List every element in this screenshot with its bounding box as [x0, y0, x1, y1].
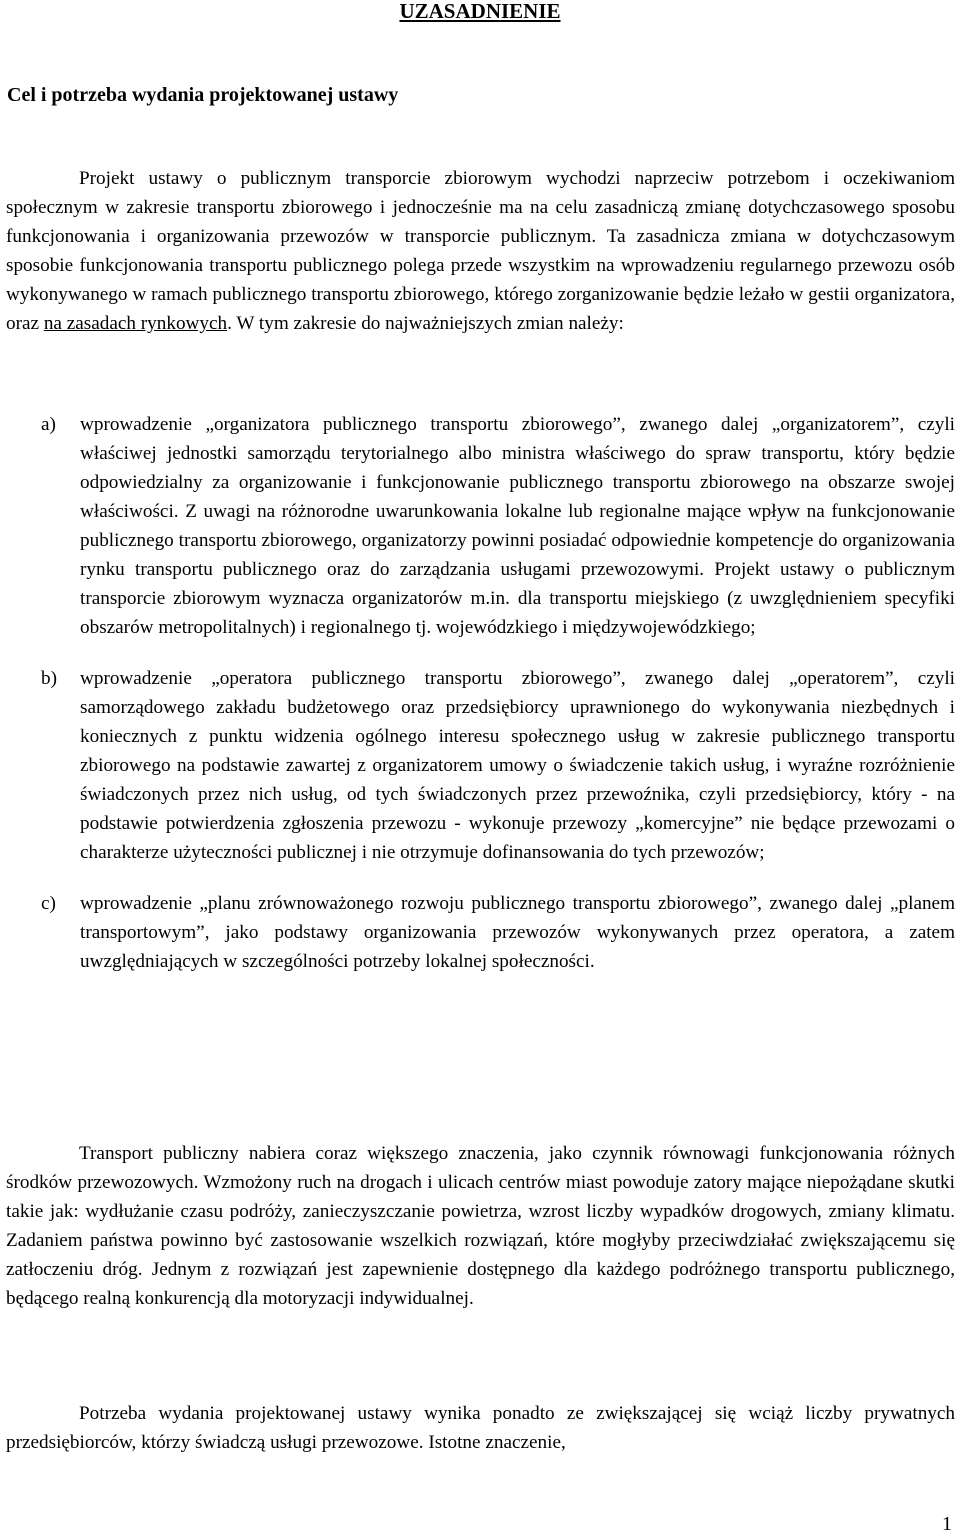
underlined-phrase: na zasadach rynkowych [43, 313, 228, 334]
transport-paragraph: Transport publiczny nabiera coraz większego znaczenia, jako czynnik równowagi funkcjonowania różnych środków przewozowych. Wzmożony ruch na drogach i ulicach centrów miast powoduje zatory mające niepożądane skutki takie jak: wydłużanie czasu podróży, zanieczyszczanie powietrza, wzrost liczby wypadków drogowych, zmiany klimatu. Zadaniem państwa powinno być zastosowanie wszelkich rozwiązań, które mogłyby przeciwdziałać zwiększającemu się zatłoczeniu dróg. Jednym z rozwiązań jest zapewnienie dostępnego dla każdego podróżnego transportu publicznego, będącego realną konkurencją dla motoryzacji indywidualnej. [6, 1143, 955, 1309]
intro-text: Projekt ustawy o publicznym transporcie zbiorowym wychodzi naprzeciw potrzebom i oczekiwaniom społecznym w zakresie transportu zbiorowego i jednocześnie ma na celu zasadniczą zmianę dotychczasowego sposobu funkcjonowania i organizowania przewozów w transporcie publicznym. Ta zasadnicza zmiana w dotychczasowym sposobie funkcjonowania transportu publicznego polega przede wszystkim na wprowadzeniu regularnego przewozu osób wykonywanego w ramach publicznego transportu zbiorowego, którego zorganizowanie będzie leżało w gestii organizatora, oraz [6, 168, 955, 334]
section-heading: Cel i potrzeba wydania projektowanej ustawy [7, 84, 399, 106]
intro-text-end: . W tym zakresie do najważniejszych zmian należy: [227, 313, 624, 334]
list-marker: a) [41, 414, 56, 435]
list-marker: c) [41, 893, 56, 914]
list-item-b [6, 664, 955, 867]
changes-list [6, 410, 955, 976]
list-marker: b) [41, 668, 57, 689]
intro-paragraph [6, 164, 955, 338]
list-item-text: wprowadzenie „planu zrównoważonego rozwoju publicznego transportu zbiorowego”, zwanego dalej „planem transportowym”, jako podstawy organizowania przewozów wykonywanych przez operatora, a zatem uwzględniających w szczególności potrzeby lokalnej społeczności. [80, 893, 955, 972]
list-item-text: wprowadzenie „operatora publicznego transportu zbiorowego”, zwanego dalej „operatorem”, czyli samorządowego zakładu budżetowego oraz przedsiębiorcy uprawnionego do wykonywania niezbędnych i koniecznych z punktu widzenia ogólnego interesu społecznego usług w zakresie publicznego transportu zbiorowego na podstawie zawartej z organizatorem umowy o świadczenie takich usług, i wyraźne rozróżnienie świadczonych przez nich usług, od tych świadczonych przez przewoźnika, czyli przedsiębiorcy, który - na podstawie potwierdzenia zgłoszenia przewozu - wykonuje przewozy „komercyjne” nie będące przewozami o charakterze użyteczności publicznej i nie otrzymuje dofinansowania do tych przewozów; [80, 668, 955, 863]
list-item-a [6, 410, 955, 642]
document-title: UZASADNIENIE [399, 0, 561, 23]
list-item-text: wprowadzenie „organizatora publicznego transportu zbiorowego”, zwanego dalej „organizatorem”, czyli właściwej jednostki samorządu terytorialnego albo ministra właściwego do spraw transportu, który będzie odpowiedzialny za organizowanie i funkcjonowanie publicznego transportu zbiorowego na obszarze swojej właściwości. Z uwagi na różnorodne uwarunkowania lokalne lub regionalne mające wpływ na funkcjonowanie publicznego transportu zbiorowego, organizatorzy powinni posiadać odpowiednie kompetencje do organizowania rynku transportu publicznego oraz do zarządzania usługami przewozowymi. Projekt ustawy o publicznym transporcie zbiorowym wyznacza organizatorów m.in. dla transportu miejskiego (z uwzględnieniem specyfiki obszarów metropolitalnych) i regionalnego tj. wojewódzkiego i międzywojewódzkiego; [80, 414, 955, 638]
page-number: 1 [942, 1513, 952, 1535]
need-paragraph: Potrzeba wydania projektowanej ustawy wynika ponadto ze zwiększającej się wciąż liczby prywatnych przedsiębiorców, którzy świadczą usługi przewozowe. Istotne znaczenie, [6, 1403, 955, 1453]
list-item-c [6, 889, 955, 976]
